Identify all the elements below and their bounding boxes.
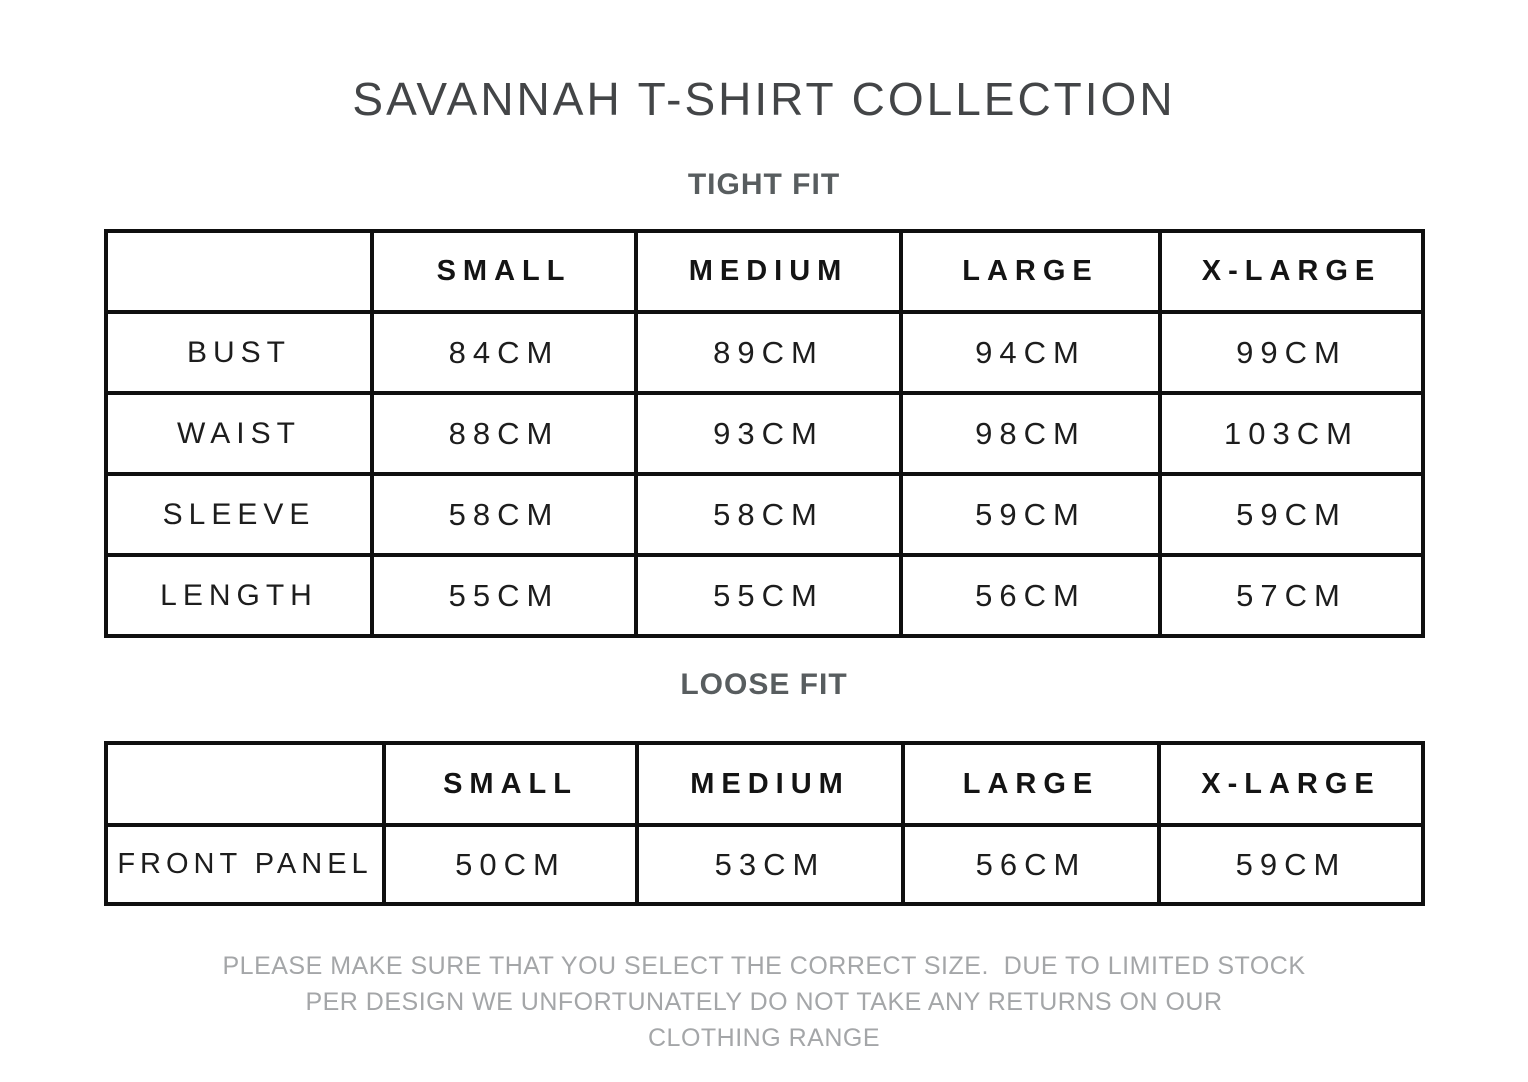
column-header-small: SMALL xyxy=(372,231,636,312)
size-value-cell: 55CM xyxy=(636,555,901,636)
row-label: WAIST xyxy=(106,393,372,474)
page-title: SAVANNAH T-SHIRT COLLECTION xyxy=(352,73,1176,125)
row-label: BUST xyxy=(106,312,372,393)
size-value-cell: 89CM xyxy=(636,312,901,393)
size-value-cell: 58CM xyxy=(372,474,636,555)
column-header-medium: MEDIUM xyxy=(636,231,901,312)
size-value-cell: 84CM xyxy=(372,312,636,393)
size-value-cell: 56CM xyxy=(903,825,1159,904)
table-row-bust xyxy=(106,312,1423,393)
column-header-large: LARGE xyxy=(901,231,1160,312)
tight-fit-section-title: TIGHT FIT xyxy=(687,168,841,201)
size-value-cell: 93CM xyxy=(636,393,901,474)
size-value-cell: 50CM xyxy=(384,825,637,904)
row-label: LENGTH xyxy=(106,555,372,636)
column-header-small: SMALL xyxy=(384,743,637,825)
tight-fit-header-row xyxy=(106,231,1423,312)
size-value-cell: 56CM xyxy=(901,555,1160,636)
size-value-cell: 55CM xyxy=(372,555,636,636)
column-header-medium: MEDIUM xyxy=(637,743,903,825)
size-chart-page xyxy=(0,72,1528,1082)
loose-fit-section-title: LOOSE FIT xyxy=(680,668,848,701)
table-row-front-panel xyxy=(106,825,1423,904)
table-row-length xyxy=(106,555,1423,636)
row-label: FRONT PANEL xyxy=(106,825,384,904)
column-header-xlarge: X-LARGE xyxy=(1160,231,1423,312)
loose-fit-header-row xyxy=(106,743,1423,825)
corner-cell xyxy=(106,231,372,312)
size-value-cell: 99CM xyxy=(1160,312,1423,393)
size-value-cell: 88CM xyxy=(372,393,636,474)
disclaimer-line-1: PLEASE MAKE SURE THAT YOU SELECT THE CORRECT SIZE. DUE TO LIMITED STOCK xyxy=(222,952,1306,980)
returns-disclaimer xyxy=(0,948,1528,1056)
corner-cell xyxy=(106,743,384,825)
table-row-sleeve xyxy=(106,474,1423,555)
disclaimer-line-3: CLOTHING RANGE xyxy=(647,1024,881,1052)
size-value-cell: 59CM xyxy=(901,474,1160,555)
size-value-cell: 59CM xyxy=(1159,825,1423,904)
size-value-cell: 59CM xyxy=(1160,474,1423,555)
size-value-cell: 94CM xyxy=(901,312,1160,393)
column-header-xlarge: X-LARGE xyxy=(1159,743,1423,825)
disclaimer-line-2: PER DESIGN WE UNFORTUNATELY DO NOT TAKE ANY RETURNS ON OUR xyxy=(305,988,1223,1016)
row-label: SLEEVE xyxy=(106,474,372,555)
loose-fit-table xyxy=(104,741,1425,906)
table-row-waist xyxy=(106,393,1423,474)
size-value-cell: 103CM xyxy=(1160,393,1423,474)
size-value-cell: 57CM xyxy=(1160,555,1423,636)
size-value-cell: 98CM xyxy=(901,393,1160,474)
size-value-cell: 58CM xyxy=(636,474,901,555)
tight-fit-table xyxy=(104,229,1425,638)
size-value-cell: 53CM xyxy=(637,825,903,904)
column-header-large: LARGE xyxy=(903,743,1159,825)
